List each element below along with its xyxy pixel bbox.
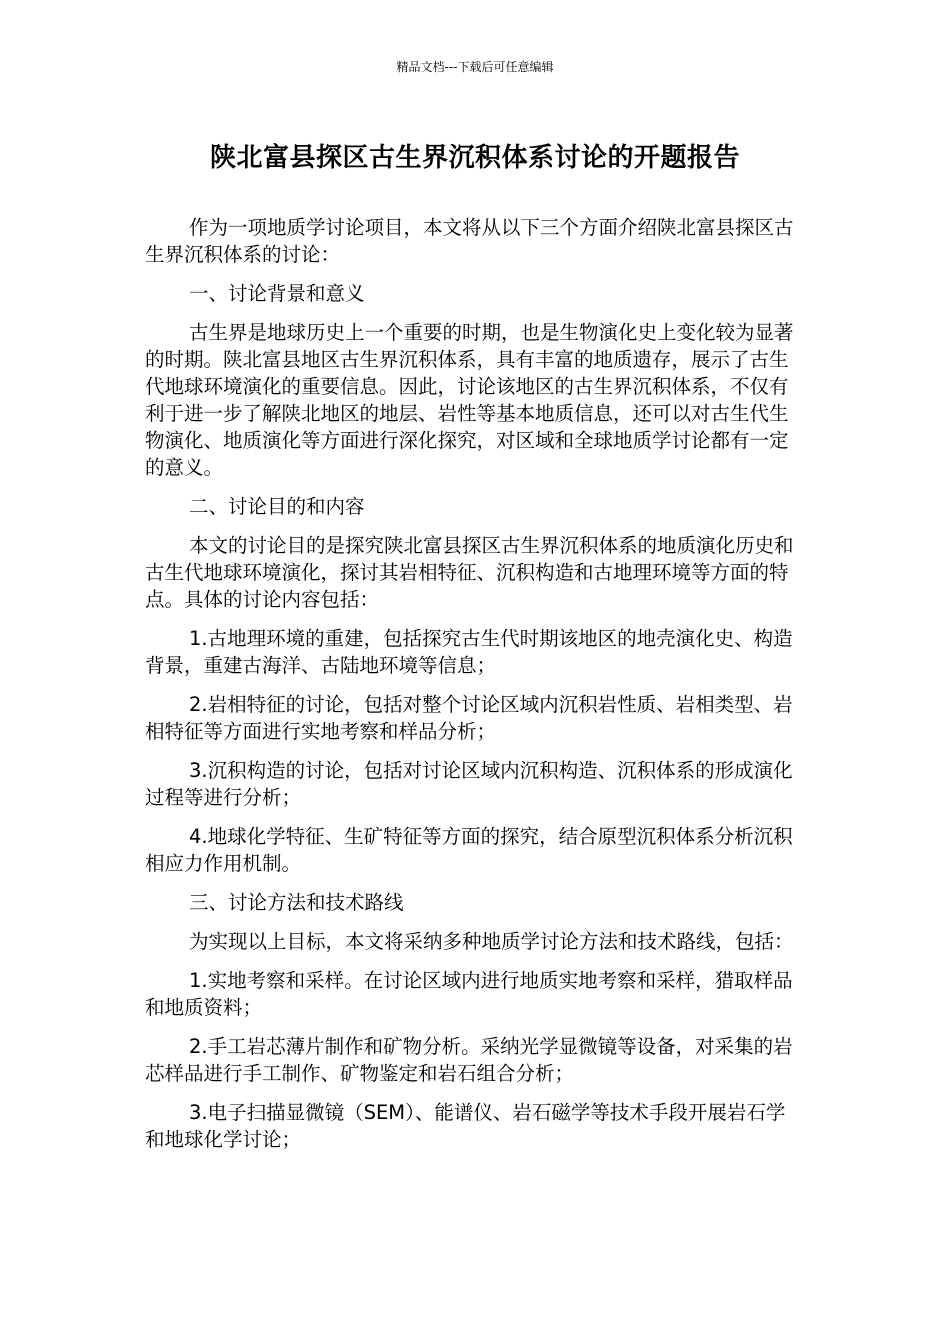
content-item-4: 4.地球化学特征、生矿特征等方面的探究，结合原型沉积体系分析沉积相应力作用机制。 [145,825,793,875]
content-item-3: 3.沉积构造的讨论，包括对讨论区域内沉积构造、沉积体系的形成演化过程等进行分析； [145,759,793,809]
section-heading-objectives: 二、讨论目的和内容 [189,495,365,518]
section-heading-background: 一、讨论背景和意义 [189,282,365,305]
document-body [145,214,797,1165]
method-item-2: 2.手工岩芯薄片制作和矿物分析。采纳光学显微镜等设备，对采集的岩芯样品进行手工制作、矿物鉴定和岩石组合分析； [145,1035,793,1085]
page-header-note: 精品文档---下载后可任意编辑 [396,60,554,74]
objectives-paragraph: 本文的讨论目的是探究陕北富县探区古生界沉积体系的地质演化历史和古生代地球环境演化，探讨其岩相特征、沉积构造和古地理环境等方面的特点。具体的讨论内容包括： [145,534,794,611]
method-item-1: 1.实地考察和采样。在讨论区域内进行地质实地考察和采样，猎取样品和地质资料； [145,969,793,1019]
content-item-2: 2.岩相特征的讨论，包括对整个讨论区域内沉积岩性质、岩相类型、岩相特征等方面进行实地考察和样品分析； [145,693,793,743]
intro-paragraph: 作为一项地质学讨论项目，本文将从以下三个方面介绍陕北富县探区古生界沉积体系的讨论： [145,216,794,266]
method-item-3: 3.电子扫描显微镜（SEM）、能谱仪、岩石磁学等技术手段开展岩石学和地球化学讨论； [145,1101,786,1151]
content-item-1: 1.古地理环境的重建，包括探究古生代时期该地区的地壳演化史、构造背景，重建古海洋、古陆地环境等信息； [145,627,793,677]
background-paragraph: 古生界是地球历史上一个重要的时期，也是生物演化史上变化较为显著的时期。陕北富县地区古生界沉积体系，具有丰富的地质遗存，展示了古生代地球环境演化的重要信息。因此，讨论该地区的古生界沉积体系，不仅有利于进一步了解陕北地区的地层、岩性等基本地质信息，还可以对古生代生物演化、地质演化等方面进行深化探究，对区域和全球地质学讨论都有一定的意义。 [145,321,794,479]
methods-paragraph: 为实现以上目标，本文将采纳多种地质学讨论方法和技术路线，包括： [189,930,794,953]
section-heading-methods: 三、讨论方法和技术路线 [189,891,404,914]
document-title: 陕北富县探区古生界沉积体系讨论的开题报告 [209,143,740,173]
